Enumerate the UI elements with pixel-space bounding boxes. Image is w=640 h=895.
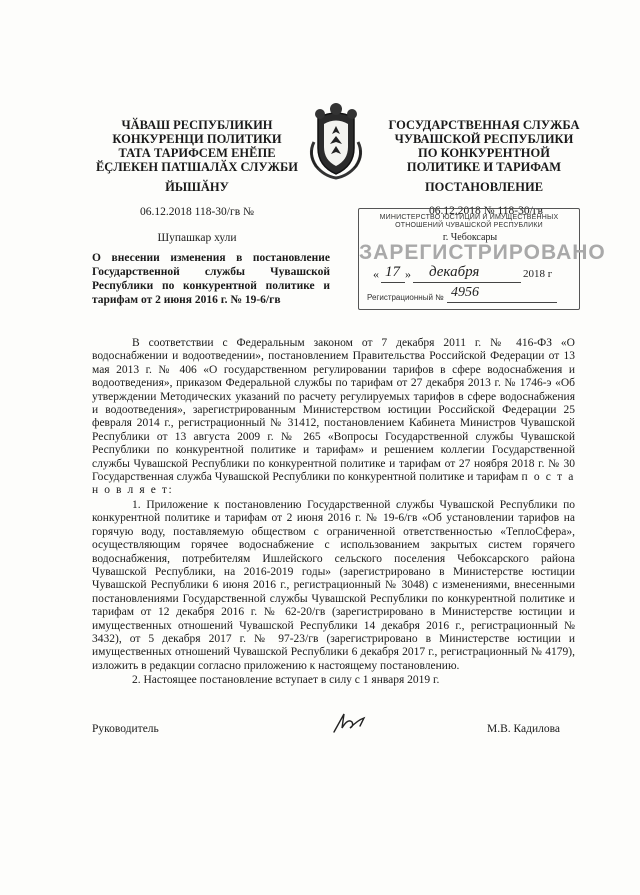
stamp-reg-number: 4956 (451, 285, 479, 300)
stamp-quote-open: « (373, 267, 379, 281)
stamp-title: ЗАРЕГИСТРИРОВАНО (359, 241, 606, 264)
header-right-line: ЧУВАШСКОЙ РЕСПУБЛИКИ (394, 132, 574, 146)
stamp-city: г. Чебоксары (442, 232, 498, 243)
signatory-position: Руководитель (92, 723, 159, 735)
stamp-year: 2018 г (523, 268, 553, 280)
city-chuvash: Шупашкар хули (157, 232, 237, 244)
body-preamble (92, 337, 575, 498)
stamp-organization (363, 214, 575, 230)
header-left-line: ӖҪЛЕКЕН ПАТШАЛӐХ СЛУЖБИ (95, 160, 299, 174)
document-subject: О внесении изменения в постановление Государственной службы Чувашской Республики по конкурентной политике и тарифам от 2 июня 2016 г. № 19-6/гв (92, 252, 330, 306)
document-date-number-text: 06.12.2018 № 118-30/гв (429, 205, 543, 217)
stamp-month: декабря (429, 264, 480, 280)
stamp-month-underline (413, 282, 521, 283)
body-item-2: 2. Настоящее постановление вступает в силу с 1 января 2019 г. (132, 674, 440, 687)
header-right-org-name (378, 118, 590, 174)
doctype-russian: ПОСТАНОВЛЕНИЕ (424, 180, 544, 194)
handwritten-signature (330, 708, 370, 736)
header-left-line: ТАТА ТАРИФСЕМ ЕНӖПЕ (118, 146, 276, 160)
chuvash-coat-of-arms-icon (304, 102, 368, 182)
stamp-reg-underline (447, 302, 557, 303)
document-body (92, 337, 575, 688)
stamp-quote-close: » (405, 267, 411, 281)
header-right-line: ПО КОНКУРЕНТНОЙ (418, 146, 550, 160)
doctype-chuvash: ЙЫШӐНУ (165, 180, 229, 194)
header-right-line: ПОЛИТИКЕ И ТАРИФАМ (406, 160, 562, 174)
body-item-1: 1. Приложение к постановлению Государственной службы Чувашской Республики по конкурентной политике и тарифам от 2 июня 2016 г. № 19-6/гв «Об установлении тарифов на горячую воду, поставляемую обществом с ограниченной ответственностью «ТеплоСфера», осуществляющим горячее водоснабжение с использованием закрытых систем горячего водоснабжения, потребителям Ишлейского сельского поселения Чебоксарского района Чувашской Республики, на 2016-2019 годы» (зарегистрировано в Министерстве юстиции Чувашской Республики 6 июня 2016 г., регистрационный № 3048) с изменениями, внесенными постановлениями Государственной службы Чувашской Республики по конкурентной политике и тарифам от 12 декабря 2016 г. № 62-20/гв (зарегистрировано в Министерстве юстиции и имущественных отношений Чувашской Республики 14 декабря 2016 г., регистрационный № 3432), от 5 декабря 2017 г. № 97-23/гв (зарегистрировано в Министерстве юстиции и имущественных отношений Чувашской Республики 6 декабря 2017 г., регистрационный № 4179), изложить в редакции согласно приложению к настоящему постановлению. (92, 498, 575, 672)
stamp-reg-label: Регистрационный № (367, 293, 444, 302)
stamp-date (371, 264, 571, 283)
header-right-line: ГОСУДАРСТВЕННАЯ СЛУЖБА (388, 118, 580, 132)
header-left-line: КОНКУРЕНЦИ ПОЛИТИКИ (112, 132, 282, 146)
signatory-name: М.В. Кадилова (487, 723, 561, 735)
stamp-registration (367, 285, 573, 302)
body-preamble-text: В соответствии с Федеральным законом от 7 декабря 2011 г. № 416-ФЗ «О водоснабжении и водоотведении», постановлением Правительства Российской Федерации от 13 мая 2013 г. № 406 «О государственном регулировании тарифов в сфере водоснабжения и водоотведения», приказом Федеральной службы по тарифам от 27 декабря 2013 г. № 1746-э «Об утверждении Методических указаний по расчету регулируемых тарифов в сфере водоснабжения и водоотведения», зарегистрированным Министерством юстиции Российской Федерации 25 февраля 2014 г., регистрационный № 31412, постановлением Кабинета Министров Чувашской Республики от 13 августа 2009 г. № 265 «Вопросы Государственной службы Чувашской Республики по конкурентной политике и тарифам» и решением коллегии Государственной службы Чувашской Республики по конкурентной политике и тарифам от 27 ноября 2018 г. № 30 Государственная служба Чувашской Республики по конкурентной политике и тарифам (92, 337, 575, 484)
stamp-day-underline (381, 282, 405, 283)
stamp-org-line: МИНИСТЕРСТВО ЮСТИЦИИ И ИМУЩЕСТВЕННЫХ (379, 214, 559, 221)
header-left-org-name (92, 118, 302, 174)
body-preamble-decree: п о с т а н о в л я е т: (92, 471, 575, 497)
header-left-line: ЧӐВАШ РЕСПУБЛИКИН (121, 118, 273, 132)
document-date-number-chuvash: 06.12.2018 118-30/гв № (140, 206, 254, 218)
stamp-org-line: ОТНОШЕНИЙ ЧУВАШСКОЙ РЕСПУБЛИКИ (395, 222, 543, 229)
stamp-day: 17 (385, 264, 400, 280)
registration-stamp (358, 208, 606, 310)
